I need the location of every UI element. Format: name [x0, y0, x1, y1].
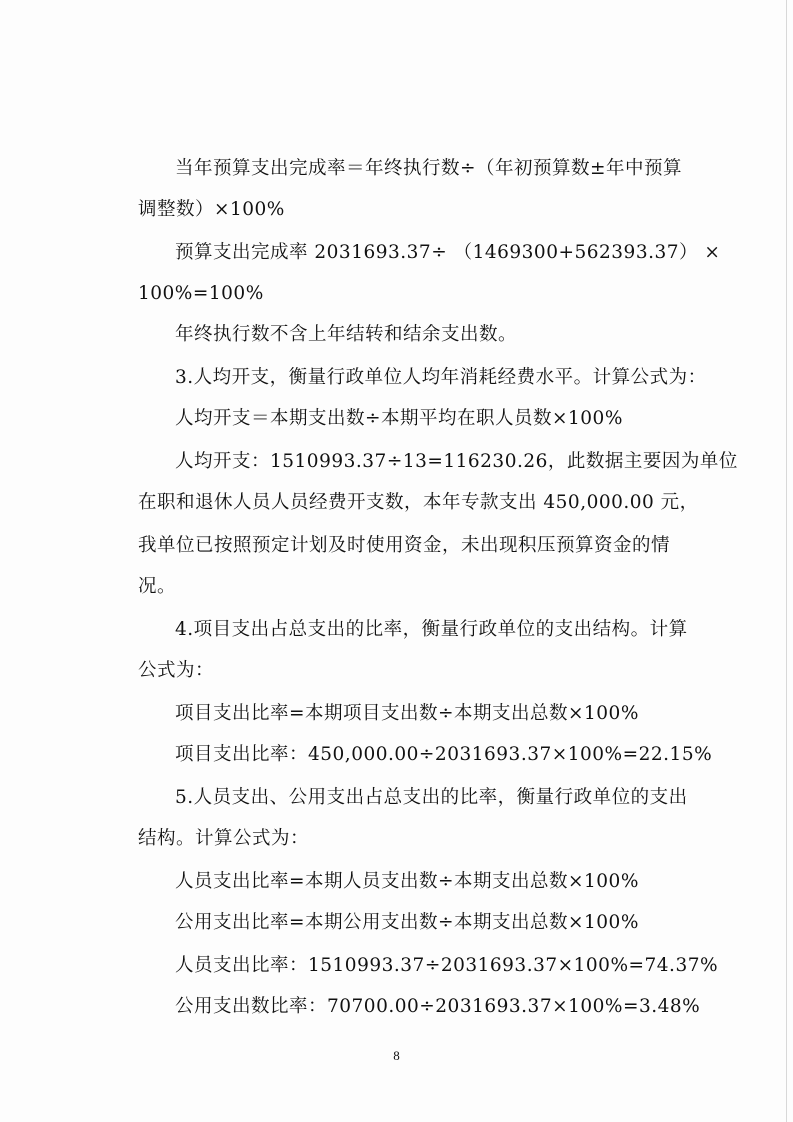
text-line-9: 在职和退休人员人员经费开支数，本年专款支出 450,000.00 元，	[138, 492, 699, 513]
text-line-18: 人员支出比率=本期人员支出数÷本期支出总数×100%	[175, 871, 639, 892]
text-line-8: 人均开支：1510993.37÷13=116230.26，此数据主要因为单位	[175, 451, 738, 472]
text-line-19: 公用支出比率=本期公用支出数÷本期支出总数×100%	[175, 912, 639, 933]
page-number: 8	[393, 1048, 400, 1063]
text-line-7: 人均开支＝本期支出数÷本期平均在职人员数×100%	[175, 408, 623, 429]
text-line-20: 人员支出比率：1510993.37÷2031693.37×100%=74.37%	[175, 955, 719, 976]
text-line-15: 项目支出比率：450,000.00÷2031693.37×100%=22.15%	[175, 744, 713, 765]
text-line-16: 5.人员支出、公用支出占总支出的比率，衡量行政单位的支出	[175, 787, 688, 808]
text-line-12: 4.项目支出占总支出的比率，衡量行政单位的支出结构。计算	[175, 619, 688, 640]
page-edge	[786, 0, 787, 1122]
text-line-10: 我单位已按照预定计划及时使用资金，未出现积压预算资金的情	[138, 535, 671, 556]
text-line-17: 结构。计算公式为：	[138, 828, 310, 849]
text-line-2: 调整数）×100%	[138, 199, 285, 220]
text-line-13: 公式为：	[138, 660, 215, 681]
text-line-11: 况。	[138, 576, 177, 597]
text-line-4: 100%=100%	[138, 283, 264, 304]
text-line-14: 项目支出比率=本期项目支出数÷本期支出总数×100%	[175, 703, 639, 724]
text-line-1: 当年预算支出完成率＝年终执行数÷（年初预算数±年中预算	[175, 158, 683, 179]
text-line-6: 3.人均开支，衡量行政单位人均年消耗经费水平。计算公式为：	[175, 367, 707, 388]
text-line-21: 公用支出数比率：70700.00÷2031693.37×100%=3.48%	[175, 996, 701, 1017]
text-line-5: 年终执行数不含上年结转和结余支出数。	[175, 324, 518, 345]
text-line-3: 预算支出完成率 2031693.37÷ （1469300+562393.37） ×	[175, 242, 721, 263]
